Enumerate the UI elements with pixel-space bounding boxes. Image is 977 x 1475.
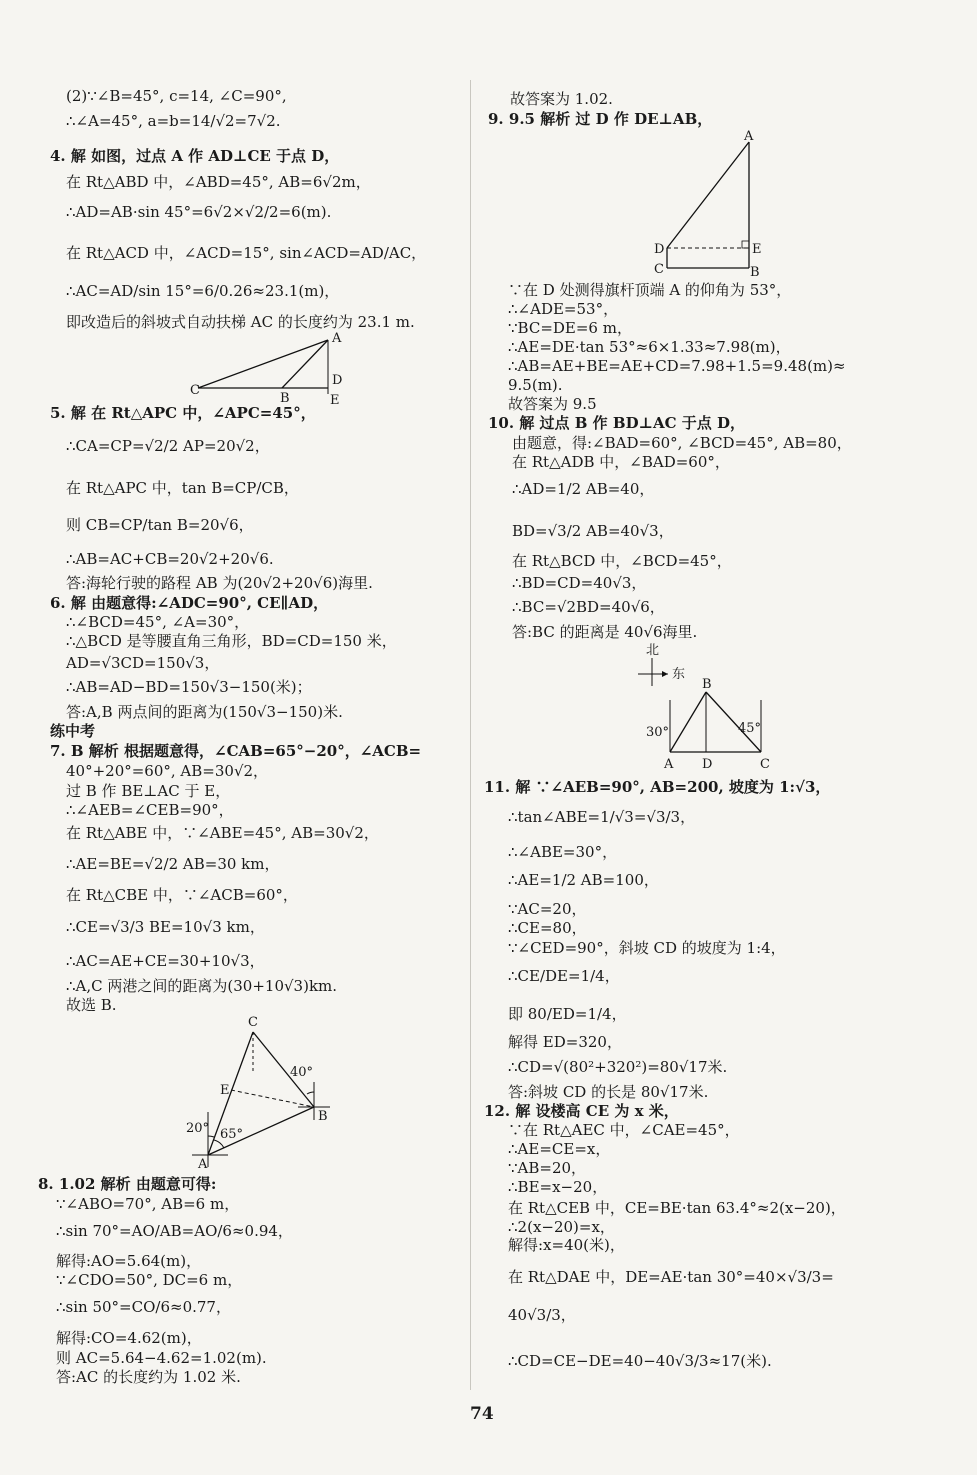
- text-line: (2)∵∠B=45°, c=14, ∠C=90°,: [66, 87, 287, 105]
- label-C: C: [654, 262, 664, 277]
- label-E: E: [220, 1083, 230, 1098]
- label-C: C: [760, 757, 770, 772]
- label-A: A: [664, 757, 674, 772]
- text-line: ∴AB=AE+BE=AE+CD=7.98+1.5=9.48(m)≈: [508, 357, 846, 375]
- label-A: A: [198, 1157, 208, 1172]
- text-line: ∴AE=CE=x，: [508, 1140, 611, 1158]
- text-line: 11. 解 ∵∠AEB=90°, AB=200, 坡度为 1:√3，: [484, 778, 831, 796]
- label-B: B: [750, 265, 760, 280]
- label-B: B: [702, 677, 712, 692]
- text-line: ∴sin 70°=AO/AB=AO/6≈0.94，: [56, 1222, 293, 1240]
- text-line: 答:AC 的长度约为 1.02 米.: [56, 1368, 241, 1386]
- page-number: 74: [470, 1404, 494, 1424]
- text-line: ∴∠ABE=30°，: [508, 843, 618, 861]
- text-line: 答:A,B 两点间的距离为(150√3−150)米.: [66, 703, 343, 721]
- text-line: ∴AB=AD−BD=150√3−150(米)；: [66, 678, 312, 696]
- text-line: 故选 B.: [66, 996, 117, 1014]
- text-line: ∴△BCD 是等腰直角三角形，BD=CD=150 米，: [66, 632, 397, 650]
- angle-40: 40°: [290, 1065, 314, 1080]
- text-line: 解得:AO=5.64(m)，: [56, 1252, 202, 1270]
- text-line: ∴AC=AE+CE=30+10√3，: [66, 952, 265, 970]
- text-line: 在 Rt△CEB 中，CE=BE·tan 63.4°≈2(x−20)，: [508, 1199, 846, 1217]
- angle-45: 45°: [738, 721, 762, 736]
- north-label: 北: [646, 643, 660, 658]
- text-line: ∴CD=CE−DE=40−40√3/3≈17(米).: [508, 1352, 772, 1370]
- text-line: 40°+20°=60°, AB=30√2，: [66, 762, 269, 780]
- label-C: C: [248, 1015, 258, 1030]
- text-line: 故答案为 1.02.: [510, 90, 613, 108]
- text-line: ∴CE=80，: [508, 919, 587, 937]
- text-line: 12. 解 设楼高 CE 为 x 米，: [484, 1102, 679, 1120]
- text-line: ∴tan∠ABE=1/√3=√3/3，: [508, 808, 696, 826]
- text-line: 在 Rt△ADB 中，∠BAD=60°，: [512, 453, 730, 471]
- text-line: 即改造后的斜坡式自动扶梯 AC 的长度约为 23.1 m.: [66, 313, 415, 331]
- text-line: 6. 解 由题意得:∠ADC=90°, CE∥AD，: [50, 594, 329, 612]
- text-line: 练中考: [50, 722, 96, 740]
- label-E: E: [330, 393, 340, 408]
- text-line: 即 80/ED=1/4，: [508, 1005, 627, 1023]
- text-line: 5. 解 在 Rt△APC 中，∠APC=45°，: [50, 404, 316, 422]
- diagram-problem-4: [186, 330, 356, 410]
- text-line: ∴AD=AB·sin 45°=6√2×√2/2=6(m).: [66, 203, 332, 221]
- text-line: 由题意，得:∠BAD=60°, ∠BCD=45°, AB=80，: [512, 434, 852, 452]
- text-line: ∴∠A=45°, a=b=14/√2=7√2.: [66, 112, 281, 130]
- text-line: 故答案为 9.5: [508, 395, 597, 413]
- text-line: 在 Rt△DAE 中，DE=AE·tan 30°=40×√3/3=: [508, 1268, 834, 1286]
- label-A: A: [332, 331, 342, 346]
- text-line: 则 AC=5.64−4.62=1.02(m).: [56, 1349, 267, 1367]
- text-line: ∵∠CED=90°，斜坡 CD 的坡度为 1:4，: [508, 939, 786, 957]
- label-C: C: [190, 383, 200, 398]
- text-line: ∴2(x−20)=x，: [508, 1218, 615, 1236]
- text-line: ∵AC=20，: [508, 900, 587, 918]
- label-D: D: [332, 373, 343, 388]
- text-line: BD=√3/2 AB=40√3，: [512, 522, 674, 540]
- east-label: 东: [672, 667, 686, 682]
- text-line: AD=√3CD=150√3，: [66, 654, 220, 672]
- text-line: 8. 1.02 解析 由题意可得:: [38, 1175, 217, 1193]
- text-line: ∴A,C 两港之间的距离为(30+10√3)km.: [66, 977, 338, 995]
- text-line: ∵AB=20，: [508, 1159, 587, 1177]
- label-D: D: [702, 757, 713, 772]
- angle-20: 20°: [186, 1121, 210, 1136]
- text-line: 解得:CO=4.62(m)，: [56, 1329, 202, 1347]
- text-line: ∴CE/DE=1/4，: [508, 967, 620, 985]
- text-line: 4. 解 如图，过点 A 作 AD⊥CE 于点 D，: [50, 147, 340, 165]
- text-line: ∵∠ABO=70°, AB=6 m，: [56, 1195, 240, 1213]
- text-line: ∴sin 50°=CO/6≈0.77，: [56, 1298, 231, 1316]
- text-line: ∴AE=BE=√2/2 AB=30 km，: [66, 855, 280, 873]
- text-line: 9.5(m).: [508, 376, 563, 394]
- text-line: 则 CB=CP/tan B=20√6，: [66, 516, 254, 534]
- text-line: ∴AE=1/2 AB=100，: [508, 871, 659, 889]
- text-line: 解得:x=40(米)，: [508, 1236, 625, 1254]
- text-line: ∴CA=CP=√2/2 AP=20√2，: [66, 437, 270, 455]
- text-line: ∴CD=√(80²+320²)=80√17米.: [508, 1058, 728, 1076]
- diagram-problem-7: [180, 1012, 340, 1172]
- text-line: 7. B 解析 根据题意得，∠CAB=65°−20°，∠ACB=: [50, 742, 422, 760]
- text-line: ∵∠CDO=50°, DC=6 m，: [56, 1271, 243, 1289]
- text-line: ∵在 D 处测得旗杆顶端 A 的仰角为 53°，: [508, 281, 792, 299]
- column-divider: [470, 80, 471, 1390]
- text-line: ∵在 Rt△AEC 中，∠CAE=45°，: [508, 1121, 740, 1139]
- text-line: 在 Rt△ABD 中，∠ABD=45°, AB=6√2m，: [66, 173, 371, 191]
- text-line: 解得 ED=320，: [508, 1033, 622, 1051]
- text-line: ∴∠ADE=53°，: [508, 300, 619, 318]
- text-line: ∴AC=AD/sin 15°=6/0.26≈23.1(m)，: [66, 282, 340, 300]
- text-line: 答:海轮行驶的路程 AB 为(20√2+20√6)海里.: [66, 574, 373, 592]
- text-line: ∴∠BCD=45°, ∠A=30°，: [66, 613, 250, 631]
- text-line: ∴BE=x−20，: [508, 1178, 608, 1196]
- text-line: 10. 解 过点 B 作 BD⊥AC 于点 D，: [488, 414, 746, 432]
- text-line: 在 Rt△ACD 中，∠ACD=15°, sin∠ACD=AD/AC，: [66, 244, 427, 262]
- label-B: B: [280, 391, 290, 406]
- text-line: ∴BD=CD=40√3，: [512, 574, 647, 592]
- label-B: B: [318, 1109, 328, 1124]
- text-line: 答:斜坡 CD 的长是 80√17米.: [508, 1083, 709, 1101]
- text-line: ∴AE=DE·tan 53°≈6×1.33≈7.98(m)，: [508, 338, 791, 356]
- text-line: ∵BC=DE=6 m，: [508, 319, 632, 337]
- text-line: ∴BC=√2BD=40√6，: [512, 598, 665, 616]
- text-line: ∴AD=1/2 AB=40，: [512, 480, 655, 498]
- angle-30: 30°: [646, 725, 670, 740]
- text-line: 40√3/3，: [508, 1306, 576, 1324]
- text-line: 9. 9.5 解析 过 D 作 DE⊥AB，: [488, 110, 713, 128]
- diagram-problem-10: [632, 640, 782, 775]
- text-line: 在 Rt△BCD 中，∠BCD=45°，: [512, 552, 732, 570]
- text-line: 在 Rt△ABE 中，∵∠ABE=45°, AB=30√2，: [66, 824, 379, 842]
- text-line: ∴CE=√3/3 BE=10√3 km，: [66, 918, 265, 936]
- text-line: 在 Rt△APC 中，tan B=CP/CB，: [66, 479, 299, 497]
- text-line: 答:BC 的距离是 40√6海里.: [512, 623, 698, 641]
- diagram-problem-9: [650, 130, 770, 280]
- label-D: D: [654, 242, 665, 257]
- text-line: ∴∠AEB=∠CEB=90°，: [66, 801, 234, 819]
- label-E: E: [752, 242, 762, 257]
- angle-65: 65°: [220, 1127, 244, 1142]
- text-line: 在 Rt△CBE 中，∵∠ACB=60°，: [66, 886, 298, 904]
- label-A: A: [744, 130, 754, 144]
- text-line: 过 B 作 BE⊥AC 于 E，: [66, 782, 231, 800]
- text-line: ∴AB=AC+CB=20√2+20√6.: [66, 550, 274, 568]
